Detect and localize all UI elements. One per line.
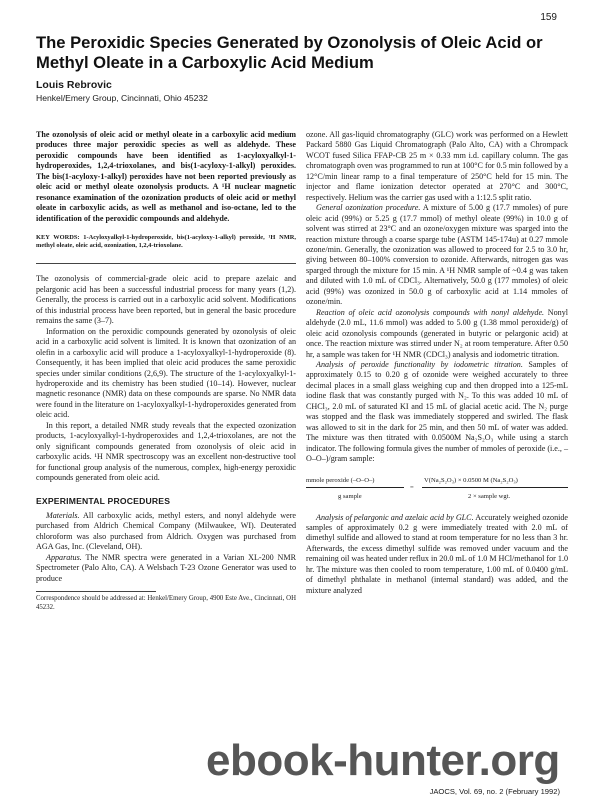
intro-paragraph-1: The ozonolysis of commercial-grade oleic acid to prepare azelaic and pelargonic acid has been a successful industrial process for many years (1,2). Generally, the process is carried out in a carboxylic acid solvent. Modifications of this industrial process have been reported, but in general the basic procedure remains the same (3–7).: [36, 274, 296, 326]
article-title: The Peroxidic Species Generated by Ozonolysis of Oleic Acid or Methyl Oleate in a Carboxylic Acid Medium: [36, 33, 543, 72]
reaction-paragraph: [306, 308, 568, 360]
general-label: General ozonization procedure.: [316, 203, 421, 213]
footnote-divider: [36, 591, 156, 592]
peroxide-formula: [306, 473, 568, 505]
fraction-bar-left: [306, 487, 404, 488]
intro-paragraph-3: In this report, a detailed NMR study reveals that the expected ozonization products, 1-acyloxyalkyl-1-hydroperoxides and 1,2,4-trioxolanes, are not the only significant compounds generated from ozonolysis of oleic acid in carboxylic acids. ¹H NMR spectroscopy was an excellent non-destructive tool for functional group analysis of the numerous, complex, high-energy peroxidic compounds generated from oleic acid.: [36, 420, 296, 483]
reaction-label: Reaction of oleic acid ozonolysis compounds with nonyl aldehyde.: [316, 307, 545, 317]
journal-reference: JAOCS, Vol. 69, no. 2 (February 1992): [429, 787, 560, 796]
general-procedure-paragraph: [306, 203, 568, 308]
formula-denominator-right: 2 × sample wgt.: [468, 492, 511, 500]
formula-equals: =: [410, 483, 414, 491]
analysis-text: Samples of approximately 0.15 to 0.20 g of ozonide were weighed accurately to three decimal places in a small glass weighing cup and then dropped into a 125-mL iodine flask that was constantly purged with N₂. To this was added 10 mL of CHCl₃, 2.0 mL of saturated KI and 15 mL of glacial acetic acid. The N₂ purge was stopped and the flask was immediately stoppered and swirled. The flask was allowed to sit in the dark for 25 min, and then 50 mL of water was added. The mixture was then titrated with 0.0500M Na₂S₂O₃ while using a starch indicator. The following formula gives the number of mmoles of peroxide (i.e., –O–O–)/gram sample:: [306, 359, 568, 464]
materials-paragraph: [36, 511, 296, 553]
intro-paragraph-2: Information on the peroxidic compounds generated by ozonolysis of oleic acid in a carboxylic acid solvent is limited. It is known that ozonization of an olefin in a carboxylic acid will produce a 1-acyloxyalkyl-1-hydroperoxide (8). Consequently, it has been implied that oleic acid produces the same peroxidic species under similar conditions (2,6,9). The structure of the 1-acyloxyalkyl-1-hydroperoxide and its chemistry has been studied (10–14). However, nuclear magnetic resonance (NMR) data on these compounds are sparse. No NMR data were found in the literature on 1-acyloxyalkyl-1-hydroperoxides generated from oleic acid.: [36, 326, 296, 420]
apparatus-label: Apparatus.: [46, 552, 82, 562]
apparatus-text: The NMR spectra were generated in a Varian XL-200 NMR Spectrometer (Palo Alto, CA). A Welsbach T-23 Ozone Generator was used to produce: [36, 552, 296, 583]
abstract: The ozonolysis of oleic acid or methyl oleate in a carboxylic acid medium produces three major peroxidic species as well as aldehyde. These peroxidic compounds have been identified as 1-acyloxyalkyl-1-hydroperoxides, 1,2,4-trioxolanes, and bis(1-acyloxy-1-alkyl) peroxides. The bis(1-acyloxy-1-alkyl) peroxides have not been reported previously as oleic acid or methyl oleate ozonolysis products. A ¹H nuclear magnetic resonance examination of the ozonization products of oleic acid or methyl oleate in carboxylic acids, as well as methanol and iso-octane, led to the identification of the peroxidic compounds and aldehyde.: [36, 130, 296, 223]
general-text: A mixture of 5.00 g (17.7 mmoles) of pure oleic acid (99%) or 5.25 g (17.7 mmol) of methyl oleate (99%) in 10.0 g of solvent was stirred at 23°C and an ozone/oxygen mixture was sparged into the reaction mixture through a coarse sparge tube (ASTM 145-174u) at 0.27 mmole ozone/min. Generally, the ozonization was allowed to proceed for 2.5 to 3.0 hr, giving between 80–100% conversion to ozonide. Afterwards, nitrogen gas was sparged through the mixture for 15 min. A ¹H NMR sample of ~0.4 g was taken and diluted with 1.0 mL of CDCl₃. Alternatively, 50.0 g (177 mmoles) of oleic acid (99%) was ozonized in 50.0 g of carboxylic acid at 1.14 mmoles of ozone/min.: [306, 203, 568, 307]
author-affiliation: Henkel/Emery Group, Cincinnati, Ohio 45232: [36, 93, 208, 103]
page-number: 159: [540, 12, 557, 23]
glc-text: Accurately weighed ozonide samples of approximately 0.2 g were immediately treated with 2.0 mL of dimethyl sulfide and allowed to stand at room temperature for no less than 3 hr. Afterwards, the excess dimethyl sulfide was removed under vacuum and the remaining oil was heated under reflux in 20.0 mL of 1.0 M HCl/methanol for 1.0 hr. The mixture was then cooled to room temperature, 1.00 mL of 0.0400 g/mL of dimethyl phthalate in methanol (internal standard) was added, and the mixture analyzed: [306, 512, 569, 595]
formula-numerator-right: V(Na₂S₂O₃) × 0.0500 M (Na₂S₂O₃): [424, 476, 518, 484]
abstract-divider: [36, 263, 296, 264]
formula-denominator-left: g sample: [338, 492, 362, 500]
formula-numerator-left: mmole peroxide (–O–O–): [306, 476, 375, 484]
glc-analysis-paragraph: [306, 513, 568, 597]
right-column: [306, 130, 568, 596]
analysis-label: Analysis of peroxide functionality by iodometric titration.: [316, 359, 523, 369]
author-name: Louis Rebrovic: [36, 79, 112, 91]
correspondence-footnote: Correspondence should be addressed at: Henkel/Emery Group, 4900 Este Ave., Cincinnati, OH 45232.: [36, 595, 296, 611]
materials-label: Materials.: [46, 511, 80, 520]
materials-text: All carboxylic acids, methyl esters, and nonyl aldehyde were purchased from Aldrich Chemical Company (Milwaukee, WI). Deuterated chloroform was also purchased from Aldrich. Oxygen was purchased from AGA Gas, Inc. (Cleveland, OH).: [36, 511, 296, 552]
apparatus-paragraph: [36, 553, 296, 584]
fraction-bar-right: [422, 487, 568, 488]
left-column: [36, 130, 296, 612]
analysis-paragraph: [306, 360, 568, 465]
watermark: ebook-hunter.org: [206, 736, 560, 785]
keywords: KEY WORDS: 1-Acyloxyalkyl-1-hydroperoxide, bis(1-acyloxy-1-alkyl) peroxide, ¹H NMR, methyl oleate, oleic acid, ozonization, 1,2,4-trioxolane.: [36, 234, 296, 250]
section-heading: EXPERIMENTAL PROCEDURES: [36, 495, 171, 506]
glc-label: Analysis of pelargonic and azelaic acid by GLC.: [316, 512, 474, 522]
glc-equipment-paragraph: ozone. All gas-liquid chromatography (GLC) work was performed on a Hewlett Packard 5880 Gas Liquid Chromatograph (Palo Alto, CA) with a Chrompack WCOT fused Silica FFAP-CB 25 m × 0.33 mm i.d. capillary column. The gas chromatograph oven was programmed to run at 100°C for 0.5 min followed by a 12°C/min linear ramp to a final temperature of 250°C held for 15 min. The injector and flame ionization detector operated at 270°C and 300°C, respectively. Helium was the carrier gas used with a 1:12.5 split ratio.: [306, 130, 568, 202]
reaction-text: Nonyl aldehyde (2.0 mL, 11.6 mmol) was added to 5.00 g (1.38 mmol peroxide/g) of oleic acid ozonolysis compounds (generated in butyric or pelargonic acid) at once. The reaction mixture was stirred under N₂ at room temperature. After 0.50 hr, a sample was taken for ¹H NMR (CDCl₃) analysis and iodometric titration.: [306, 307, 568, 359]
